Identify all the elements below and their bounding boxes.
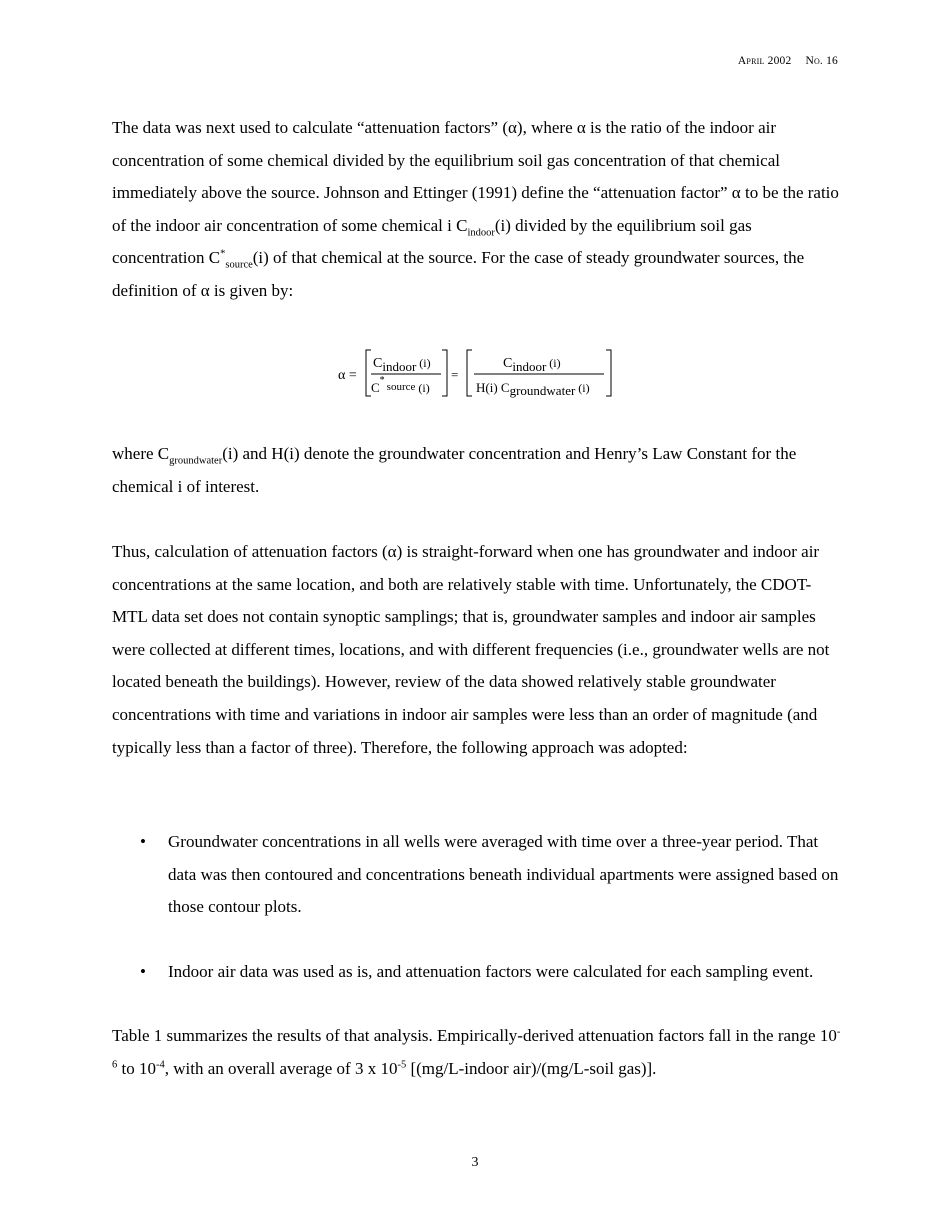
eq-denominator-2: H(i) Cgroundwater (i) — [476, 380, 590, 398]
eq-bracket-right-2 — [606, 350, 611, 396]
eq-alpha: α = — [338, 368, 357, 383]
bullet-marker: • — [140, 832, 146, 851]
para1-sub-indoor: indoor — [467, 227, 495, 239]
para4-sup-1: -6 — [112, 1026, 841, 1070]
para4-sup-2: -4 — [155, 1058, 165, 1070]
attenuation-equation — [0, 346, 950, 402]
bullet-marker: • — [140, 961, 146, 981]
para4-text-3: , with an overall average of 3 x 10 — [164, 1058, 398, 1078]
para4-sup-3: -5 — [397, 1058, 407, 1070]
bullet-item — [112, 956, 842, 989]
para1-text-3: (i) of that chemical at the source. For the case of steady groundwater sources, the definition of α is given by: — [112, 248, 805, 300]
para4-text-2: to 10 — [117, 1058, 156, 1078]
bullet-item — [112, 826, 842, 924]
paragraph-attenuation-definition — [112, 112, 842, 308]
running-header — [738, 55, 838, 67]
bullet-text-2: Indoor air data was used as is, and attenuation factors were calculated for each sampling event. — [168, 961, 814, 981]
para1-text-1: The data was next used to calculate “attenuation factors” (α), where α is the ratio of the indoor air concentration of some chemical divided by the equilibrium soil gas concentration of that chemical immediately above the source. Johnson and Ettinger (1991) define the “attenuation factor” α to be the ratio of the indoor air concentration of some chemical i C — [112, 118, 839, 235]
para4-text-4: [(mg/L-indoor air)/(mg/L-soil gas)]. — [406, 1058, 657, 1078]
para4-text-1: Table 1 summarizes the results of that analysis. Empirically-derived attenuation factors fall in the range 10 — [112, 1026, 837, 1045]
bullet-text-1: Groundwater concentrations in all wells were averaged with time over a three-year period. That data was then contoured and concentrations beneath individual apartments were assigned based on those contour plots. — [168, 832, 839, 917]
para2-sub-groundwater: groundwater — [169, 455, 223, 467]
eq-equals: = — [451, 367, 459, 382]
paragraph-summary — [112, 1020, 842, 1085]
para3-text: Thus, calculation of attenuation factors (α) is straight-forward when one has groundwater and indoor air concentrations at the same location, and both are relatively stable with time. Unfortunately, the CDOT-MTL data set does not contain synoptic samplings; that is, groundwater samples and indoor air samples were collected at different times, locations, and with different frequencies (i.e., groundwater wells are not located beneath the buildings). However, review of the data showed relatively stable groundwater concentrations with time and variations in indoor air samples were less than an order of magnitude (and typically less than a factor of three). Therefore, the following approach was adopted: — [112, 542, 830, 757]
header-issue: No. 16 — [805, 55, 838, 67]
approach-bullets — [112, 826, 842, 988]
header-date: April 2002 — [737, 55, 792, 67]
eq-numerator-1: Cindoor (i) — [373, 356, 431, 374]
paragraph-where — [112, 438, 842, 503]
eq-numerator-2: Cindoor (i) — [503, 356, 561, 374]
para1-sup-star: * — [220, 248, 226, 260]
para2-text-1: where C — [112, 444, 170, 463]
eq-bracket-left-2 — [467, 350, 472, 396]
para1-sub-source: source — [225, 259, 253, 271]
eq-bracket-right-1 — [442, 350, 447, 396]
para2-text-2: (i) and H(i) denote the groundwater concentration and Henry’s Law Constant for the chemical i of interest. — [112, 444, 797, 496]
para1-text-2: (i) divided by the equilibrium soil gas concentration C — [112, 215, 752, 268]
page-number: 3 — [471, 1155, 479, 1170]
paragraph-calculation — [112, 536, 842, 764]
eq-denominator-1: $C^*_{source}$ (i) — [371, 375, 430, 395]
